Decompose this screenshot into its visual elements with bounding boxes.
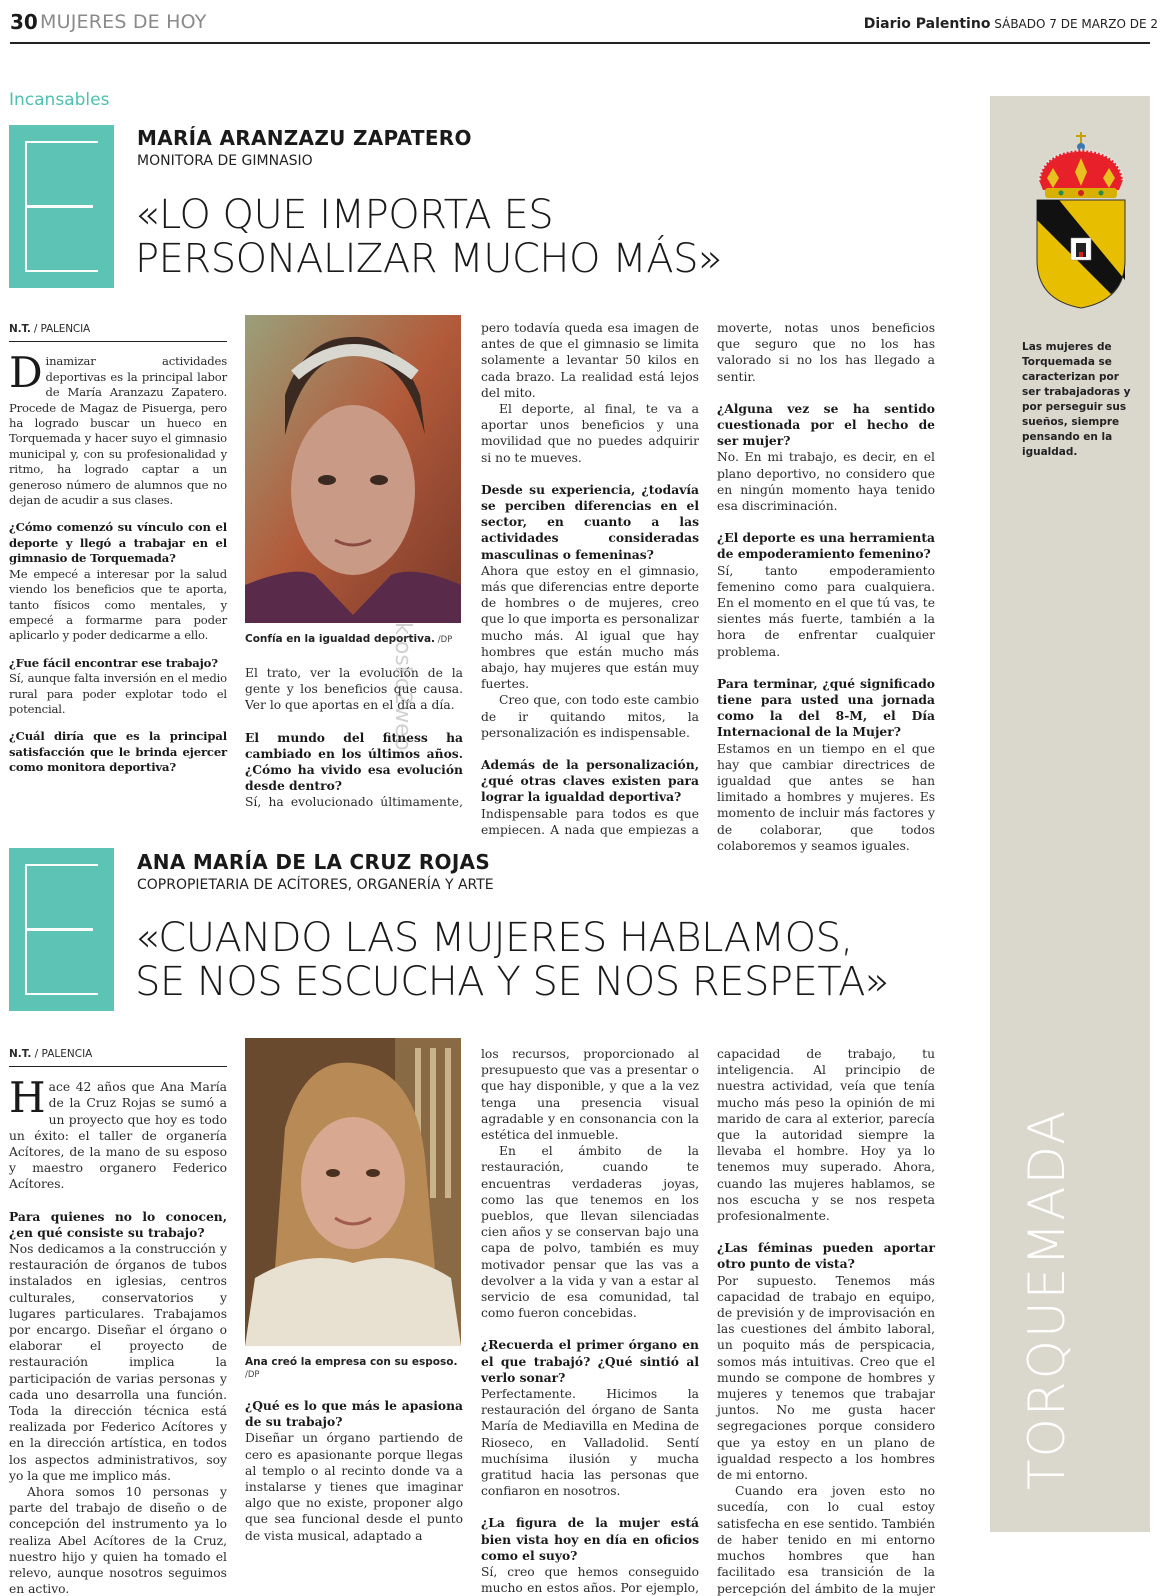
answer: El trato, ver la evolución de la gente y los beneficios que causa. Ver lo que aportas en el día a día. bbox=[245, 666, 463, 713]
article1-photo bbox=[245, 315, 461, 645]
answer: Creo que, con todo este cambio de ir quitando mitos, la personalización es indispensable. bbox=[481, 693, 699, 740]
photo-caption: Confía en la igualdad deportiva. /DP bbox=[245, 633, 453, 645]
article1-column-2 bbox=[245, 665, 463, 810]
article1-person-name: MARÍA ARANZAZU ZAPATERO bbox=[137, 126, 472, 150]
initial-e-box bbox=[9, 848, 114, 1011]
article1-person-role: MONITORA DE GIMNASIO bbox=[137, 153, 313, 169]
question: ¿Alguna vez se ha sentido cuestionada por el hecho de ser mujer? bbox=[717, 400, 935, 449]
question: ¿Fue fácil encontrar ese trabajo? bbox=[9, 655, 218, 670]
answer: Ahora que estoy en el gimnasio, más que diferencias entre deporte de hombres o de mujeres, creo que lo que importa es personalizar mucho más. Al igual que hay hombres que están mucho más abajo, hay mujeres que están muy fuertes. bbox=[481, 563, 699, 692]
portrait-photo-ana bbox=[245, 1038, 461, 1346]
letter-e-icon bbox=[25, 141, 98, 272]
answer: El deporte, al final, te va a aportar unos beneficios y una movilidad que no puedes adquirir si no te mueves. bbox=[481, 402, 699, 465]
headline-line: «LO QUE IMPORTA ES bbox=[135, 192, 554, 238]
letter-e-icon bbox=[25, 864, 98, 995]
answer: Sí, tanto empoderamiento femenino como para cualquiera. En el momento en el que tú vas, te sientes más fuerte, también a la hora de enfrentar cualquier problema. bbox=[717, 563, 935, 659]
question: Para terminar, ¿qué significado tiene para usted una jornada como la del 8-M, el Día Internacional de la Mujer? bbox=[717, 675, 935, 740]
issue-date: SÁBADO 7 DE MARZO DE 2 bbox=[994, 17, 1158, 31]
question: El mundo del fitness ha cambiado en los últimos años. ¿Cómo ha vivido esa evolución desde dentro? bbox=[245, 729, 463, 794]
publication-name: Diario Palentino bbox=[863, 16, 991, 32]
answer: Nos dedicamos a la construcción y restauración de órganos de tubos instalados en iglesias, centros culturales, conservatorios y lugares particulares. Trabajamos por encargo. Diseñar el órgano o elaborar el proyecto de restauración implica la participación de varias personas y cada uno desarrolla una función. Toda la dirección técnica está realizada por Federico Acítores y en la dirección artística, en todos los aspectos administrativos, soy yo la que me implico más. bbox=[9, 1242, 227, 1483]
watermark-text: kiosko2web bbox=[390, 622, 415, 751]
question: ¿Cuál diría que es la principal satisfacción que le brinda ejercer como monitora deportiva? bbox=[9, 729, 227, 775]
question: Además de la personalización, ¿qué otras claves existen para lograr la igualdad deportiva? bbox=[481, 757, 699, 805]
page-header bbox=[10, 8, 1158, 44]
dropcap: H bbox=[9, 1073, 46, 1123]
article2-column-4 bbox=[717, 1046, 935, 1596]
article1-column-1: N.T. / PALENCIA Dinamizar actividades deportivas es la principal labor de María Aranzazu Zapatero. Procede de Magaz de Pisuerga, pero ha logrado buscar un hueco en Torquemada y hacer suyo el gimnasio municipal y, con su profesionalidad y ritmo, ha logrado captar a un generoso número de alumnos que no dejan de acudir a sus clases. ¿Cómo comenzó su vínculo con el deporte y llegó a trabajar en el gimnasio de Torquemada? Me empecé a interesar por la salud viendo los beneficios que te aporta, tanto físicos como mentales, y empecé a formarme para poder aplicarlo y poder dedicarme a ello. ¿Fue fácil encontrar ese trabajo? Sí, aunque falta inversión en el medio rural para poder explotar todo el potencial. ¿Cuál diría que es la principal satisfacción que le brinda ejercer como monitora deportiva? bbox=[9, 323, 227, 775]
headline-line: «CUANDO LAS MUJERES HABLAMOS, bbox=[135, 915, 853, 961]
answer: Sí, creo que hemos conseguido mucho en estos años. Por ejemplo, bbox=[481, 1565, 699, 1596]
sidebar-caption: Las mujeres de Torquemada se caracterizan por ser trabajadoras y por perseguir sus sueños, siempre pensando en la igualdad. bbox=[1022, 341, 1131, 458]
answer-continued: pero todavía queda esa imagen de antes de que el gimnasio se limita solamente a levantar 50 kilos en cada brazo. La realidad está lejos del mito. bbox=[481, 321, 699, 400]
torquemada-coat-of-arms-icon bbox=[1033, 130, 1129, 310]
question: ¿Las féminas pueden aportar otro punto de vista? bbox=[717, 1240, 935, 1272]
byline: N.T. / PALENCIA bbox=[9, 322, 227, 342]
answer: Sí, ha evolucionado últimamente, bbox=[245, 795, 463, 810]
answer: Estamos en un tiempo en el que hay que cambiar directrices de igualdad que antes se han limitado a hombres y mujeres. Es momento de incluir más factores y de colaborar, que todos colaboremos y seamos iguales. bbox=[717, 741, 935, 853]
answer: No. En mi trabajo, es decir, en el plano deportivo, no considero que en ningún momento haya tenido esa discriminación. bbox=[717, 450, 935, 514]
photo-caption: Ana creó la empresa con su esposo. /DP bbox=[245, 1356, 458, 1380]
answer: En el ámbito de la restauración, cuando te encuentras verdaderas joyas, como las que tenemos en los pueblos, que llevan silenciadas cien años y se conservan bajo una capa de polvo, también es muy motivador pensar que las vas a devolver a la vida y van a estar al servicio de esa comunidad, tal como fueron concebidas. bbox=[481, 1144, 699, 1321]
article2-headline bbox=[135, 916, 889, 1004]
answer: Sí, aunque falta inversión en el medio rural para poder explotar todo el potencial. bbox=[9, 671, 227, 716]
answer: Cuando era joven esto no sucedía, con lo cual estoy satisfecha en ese sentido. También de haber tenido en mi entorno muchos hombres que han facilitado esa transición de la percepción del ámbito de la mujer bbox=[717, 1484, 935, 1596]
initial-e-box bbox=[9, 125, 114, 288]
answer: Indispensable para todos es que empiecen. A nada que empiezas a bbox=[481, 806, 699, 837]
answer: Me empecé a interesar por la salud viendo los beneficios que te aporta, tanto físicos como mentales, y empecé a formarme para poder aplicarlo y poder dedicarme a ello. bbox=[9, 566, 227, 643]
kicker-label: Incansables bbox=[9, 90, 110, 110]
answer: Por supuesto. Tenemos más capacidad de trabajo en equipo, de previsión y de improvisación en las cuestiones del ámbito laboral, un poquito más de perspicacia, somos más intuitivas. Creo que el mundo se compone de hombres y mujeres y tenemos que trabajar juntos. No me gusta hacer segregaciones porque considero que ya estoy en un plano de igualdad respecto a los hombres de mi entorno. bbox=[717, 1273, 935, 1483]
article1-column-4 bbox=[717, 320, 935, 854]
article2-person-name: ANA MARÍA DE LA CRUZ ROJAS bbox=[137, 850, 491, 874]
answer-continued: los recursos, proporcionado al presupuesto que vas a presentar o que hay disponible, y que a la vez tenga una presencia visual agradable y en consonancia con la estética del inmueble. bbox=[481, 1047, 699, 1143]
question: ¿El deporte es una herramienta de empoderamiento femenino? bbox=[717, 530, 935, 562]
article2-column-3 bbox=[481, 1046, 699, 1596]
question: Para quienes no lo conocen, ¿en qué consiste su trabajo? bbox=[9, 1208, 227, 1240]
answer-continued: moverte, notas unos beneficios que seguro que no los has valorado si no los has llegado a sentir. bbox=[717, 321, 935, 384]
question: ¿Recuerda el primer órgano en el que trabajó? ¿Qué sintió al verlo sonar? bbox=[481, 1337, 699, 1385]
masthead bbox=[864, 16, 1158, 32]
page-number: 30 bbox=[10, 10, 38, 34]
article1-headline bbox=[135, 193, 722, 281]
article1-column-3 bbox=[481, 320, 699, 838]
portrait-photo-maria bbox=[245, 315, 461, 623]
headline-line: SE NOS ESCUCHA Y SE NOS RESPETA» bbox=[135, 959, 889, 1005]
byline: N.T. / PALENCIA bbox=[9, 1046, 227, 1067]
dropcap: D bbox=[9, 348, 43, 398]
question: ¿La figura de la mujer está bien vista hoy en día en oficios como el suyo? bbox=[481, 1515, 699, 1563]
article2-photo bbox=[245, 1038, 461, 1380]
answer-continued: capacidad de trabajo, tu inteligencia. Al principio de nuestra actividad, veía que tenía mucho más peso la opinión de mi marido de cara al exterior, parecía que la autoridad siempre la llevaba el hombre. Hoy ya lo tenemos muy superado. Ahora, cuando las mujeres hablamos, se nos escucha y se nos respeta profesionalmente. bbox=[717, 1047, 935, 1224]
question: ¿Cómo comenzó su vínculo con el deporte y llegó a trabajar en el gimnasio de Torquemada? bbox=[9, 520, 227, 566]
vertical-town-label: TORQUEMADA bbox=[1018, 1108, 1076, 1490]
section-title: MUJERES DE HOY bbox=[40, 11, 207, 33]
article2-column-1: N.T. / PALENCIA Hace 42 años que Ana María de la Cruz Rojas se sumó a un proyecto que hoy es todo un éxito: el taller de organería Acítores, de la mano de su esposo y maestro organero Federico Acítores. Para quienes no lo conocen, ¿en qué consiste su trabajo? Nos dedicamos a la construcción y restauración de órganos de tubos instalados en iglesias, centros culturales, conservatorios y lugares particulares. Trabajamos por encargo. Diseñar el órgano o elaborar el proyecto de restauración implica la participación de varias personas y cada uno desarrolla una función. Toda la dirección técnica está realizada por Federico Acítores y en la dirección artística, en todos los aspectos administrativos, soy yo la que me implico más. Ahora somos 10 personas y parte del trabajo de diseño o de concepción del instrumento ya lo realiza Abel Acítores de la Cruz, nuestro hijo y quien ha tomado el relevo, aunque nosotros seguimos en activo. bbox=[9, 1048, 227, 1596]
question: Desde su experiencia, ¿todavía se perciben diferencias en el sector, en cuanto a las actividades consideradas masculinas o femeninas? bbox=[481, 481, 699, 562]
answer: Diseñar un órgano partiendo de cero es apasionante porque llegas al templo o al recinto donde va a instalarse y tienes que imaginar algo que no existe, proponer algo que sea funcional desde el punto de vista musical, adaptado a bbox=[245, 1431, 463, 1543]
article2-column-2 bbox=[245, 1398, 463, 1544]
question: ¿Qué es lo que más le apasiona de su trabajo? bbox=[245, 1398, 463, 1430]
answer: Ahora somos 10 personas y parte del trabajo de diseño o de concepción del instrumento ya lo realiza Abel Acítores de la Cruz, nuestro hijo y quien ha tomado el relevo, aunque nosotros seguimos en activo. bbox=[9, 1485, 227, 1596]
answer: Perfectamente. Hicimos la restauración del órgano de Santa María de Mediavilla en Medina de Rioseco, en Valladolid. Sentí muchísima ilusión y mucha gratitud hacia las personas que confiaron en nosotros. bbox=[481, 1387, 699, 1499]
headline-line: PERSONALIZAR MUCHO MÁS» bbox=[135, 236, 722, 282]
article2-person-role: COPROPIETARIA DE ACÍTORES, ORGANERÍA Y ARTE bbox=[137, 877, 494, 893]
